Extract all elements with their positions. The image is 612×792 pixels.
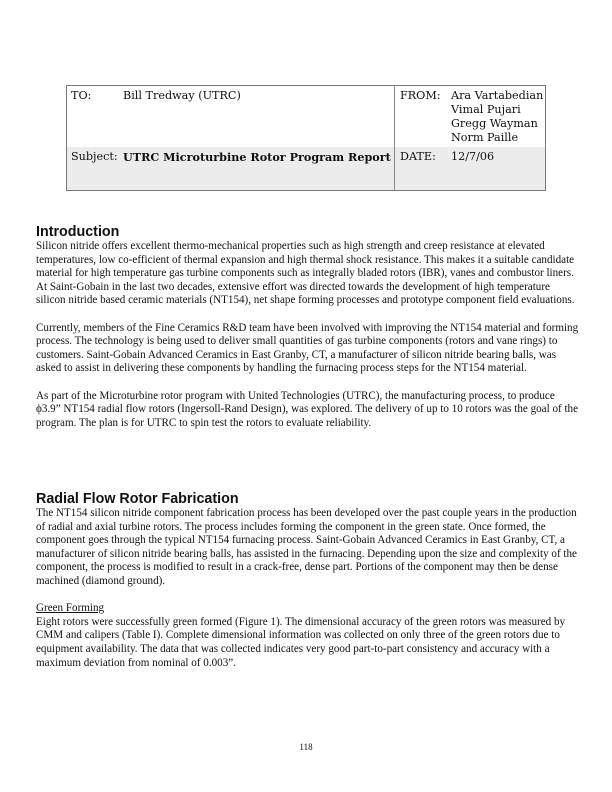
memo-header-table	[66, 85, 546, 191]
from-label: FROM:	[400, 89, 441, 102]
subject-value: UTRC Microturbine Rotor Program Report	[123, 150, 391, 164]
from-name: Gregg Wayman	[451, 117, 538, 130]
memo-row-to-from	[67, 86, 545, 148]
intro-paragraph-3: As part of the Microturbine rotor program with United Technologies (UTRC), the manufacturing process, to produce ϕ3.9” NT154 radial flow rotors (Ingersoll-Rand Design), was explored. The delivery of up to 10 rotors was the goal of the program. The plan is for UTRC to spin test the rotors to evaluate reliability.	[36, 389, 579, 429]
intro-paragraph-1: Silicon nitride offers excellent thermo-mechanical properties such as high strength and creep resistance at elevated temperatures, low co-efficient of thermal expansion and high thermal shock resistance. This makes it a suitable candidate material for high temperature gas turbine components such as integrally bladed rotors (IBR), vanes and combustor liners. At Saint-Gobain in the last two decades, extensive effort was directed towards the development of high temperature silicon nitride based ceramic materials (NT154), net shape forming processes and prototype component field evaluations.	[36, 240, 575, 307]
page-number: 118	[299, 742, 313, 752]
from-list	[451, 89, 543, 145]
to-label: TO:	[71, 89, 92, 102]
from-name: Ara Vartabedian	[451, 89, 544, 102]
memo-row-subject-date	[67, 147, 545, 190]
intro-paragraph-2: Currently, members of the Fine Ceramics R&D team have been involved with improving the NT154 material and forming process. The technology is being used to deliver small quantities of gas turbine components (rotors and vane rings) to customers. Saint-Gobain Advanced Ceramics in East Granby, CT, a manufacturer of silicon nitride bearing balls, was asked to assist in delivering these components by handling the furnacing process steps for the NT154 material.	[36, 321, 579, 375]
table-divider	[394, 86, 395, 190]
green-forming-paragraph: Eight rotors were successfully green formed (Figure 1). The dimensional accuracy of the green rotors was measured by CMM and calipers (Table I). Complete dimensional information was collected on only three of the green rotors due to equipment availability. The data that was collected indicates very good part-to-part consistency and accuracy with a maximum deviation from nominal of 0.003”.	[36, 615, 566, 669]
radial-flow-paragraph: The NT154 silicon nitride component fabrication process has been developed over the past couple years in the production of radial and axial turbine rotors. The process includes forming the component in the green state. Once formed, the component goes through the typical NT154 furnacing process. Saint-Gobain Advanced Ceramics in East Granby, CT, a manufacturer of silicon nitride bearing balls, has assisted in the furnacing. Depending upon the size and complexity of the component, the process is modified to result in a crack-free, dense part. Portions of the component may then be dense machined (diamond ground).	[36, 507, 577, 587]
radial-flow-section	[36, 491, 581, 670]
introduction-section	[36, 224, 581, 430]
from-name: Norm Paille	[451, 131, 519, 144]
from-name: Vimal Pujari	[451, 103, 521, 116]
radial-flow-heading: Radial Flow Rotor Fabrication	[36, 491, 239, 507]
green-forming-heading: Green Forming	[36, 602, 105, 615]
to-value: Bill Tredway (UTRC)	[123, 89, 241, 102]
date-label: DATE:	[400, 150, 436, 163]
subject-label: Subject:	[71, 150, 118, 163]
introduction-heading: Introduction	[36, 224, 120, 240]
date-value: 12/7/06	[451, 150, 495, 163]
